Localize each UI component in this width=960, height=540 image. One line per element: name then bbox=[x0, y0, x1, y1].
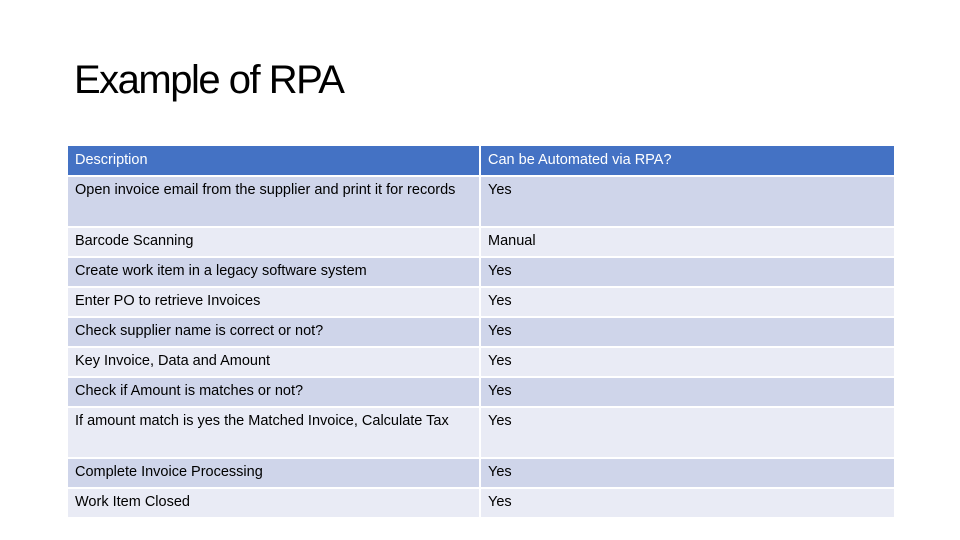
header-description: Description bbox=[67, 145, 480, 176]
cell-description: Work Item Closed bbox=[67, 488, 480, 518]
cell-description: Check supplier name is correct or not? bbox=[67, 317, 480, 347]
cell-automated: Yes bbox=[480, 257, 895, 287]
cell-description: Barcode Scanning bbox=[67, 227, 480, 257]
slide-title: Example of RPA bbox=[74, 58, 344, 102]
table-header-row bbox=[67, 145, 895, 176]
table-row bbox=[67, 257, 895, 287]
table-row bbox=[67, 176, 895, 227]
cell-automated: Yes bbox=[480, 176, 895, 227]
table-row bbox=[67, 347, 895, 377]
cell-description: Complete Invoice Processing bbox=[67, 458, 480, 488]
table-row bbox=[67, 227, 895, 257]
table-row bbox=[67, 458, 895, 488]
cell-automated: Yes bbox=[480, 287, 895, 317]
table-row bbox=[67, 488, 895, 518]
table-row bbox=[67, 317, 895, 347]
header-automated: Can be Automated via RPA? bbox=[480, 145, 895, 176]
cell-description: Key Invoice, Data and Amount bbox=[67, 347, 480, 377]
cell-description: Create work item in a legacy software system bbox=[67, 257, 480, 287]
table-row bbox=[67, 407, 895, 458]
table-row bbox=[67, 377, 895, 407]
cell-automated: Yes bbox=[480, 317, 895, 347]
cell-automated: Yes bbox=[480, 488, 895, 518]
cell-automated: Yes bbox=[480, 377, 895, 407]
cell-description: If amount match is yes the Matched Invoice, Calculate Tax bbox=[67, 407, 480, 458]
cell-automated: Yes bbox=[480, 407, 895, 458]
rpa-table bbox=[66, 144, 896, 519]
cell-description: Enter PO to retrieve Invoices bbox=[67, 287, 480, 317]
cell-description: Check if Amount is matches or not? bbox=[67, 377, 480, 407]
cell-automated: Yes bbox=[480, 347, 895, 377]
cell-automated: Manual bbox=[480, 227, 895, 257]
table-row bbox=[67, 287, 895, 317]
cell-automated: Yes bbox=[480, 458, 895, 488]
cell-description: Open invoice email from the supplier and print it for records bbox=[67, 176, 480, 227]
